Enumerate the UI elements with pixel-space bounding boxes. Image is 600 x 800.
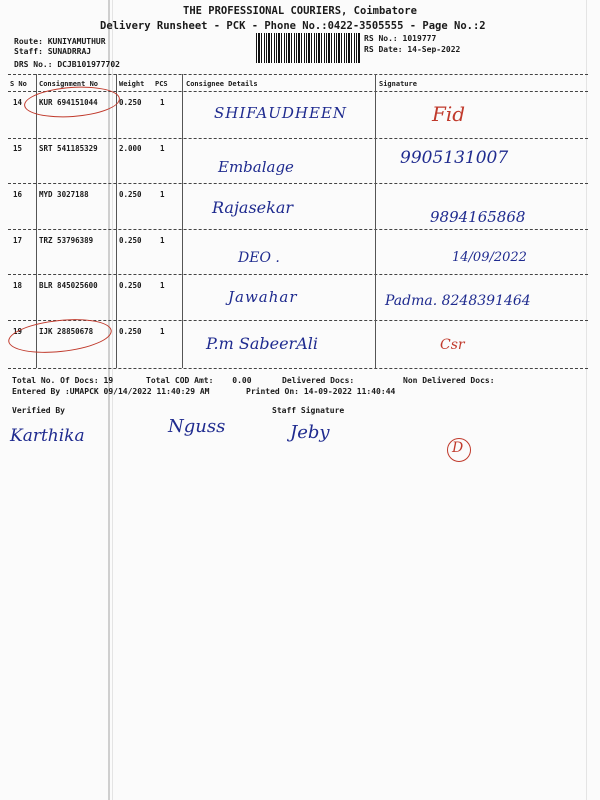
barcode-image — [256, 33, 360, 63]
staff-label: Staff: — [14, 47, 43, 56]
col-header-consignment: Consignment No — [39, 80, 99, 88]
rs-date-value: 14-Sep-2022 — [407, 45, 461, 54]
col-header-pcs: PCS — [155, 80, 168, 88]
table-row-consignment: MYD 3027188 — [39, 190, 89, 199]
consignee-handwriting: P.m SabeerAli — [206, 334, 318, 353]
table-bottom-rule — [8, 368, 588, 369]
signature-handwriting: Padma. 8248391464 — [385, 293, 531, 309]
table-row-consignment: TRZ 53796389 — [39, 236, 94, 245]
column-separator — [375, 74, 376, 368]
staff-line — [14, 47, 91, 56]
route-value: KUNIYAMUTHUR — [47, 37, 106, 46]
table-row-sno: 16 — [13, 190, 23, 199]
cod-label: Total COD Amt: — [146, 376, 214, 385]
table-row-sno: 15 — [13, 144, 23, 153]
table-row-pcs: 1 — [160, 190, 165, 199]
cod-line — [146, 376, 252, 385]
printed-on-label: Printed On: — [246, 387, 299, 396]
printed-on-value: 14-09-2022 11:40:44 — [303, 387, 396, 396]
rs-no-value: 1019777 — [402, 34, 437, 43]
total-docs-value: 19 — [103, 376, 114, 385]
consignee-handwriting: Rajasekar — [212, 198, 294, 217]
entered-by-value: UMAPCK 09/14/2022 11:40:29 AM — [69, 387, 210, 396]
rs-date-line — [364, 45, 460, 54]
middle-signature: Nguss — [168, 416, 226, 437]
row-rule — [8, 183, 588, 184]
drs-value: DCJB101977702 — [57, 60, 120, 69]
entered-by-label: Entered By : — [12, 387, 70, 396]
staff-signature-label: Staff Signature — [272, 406, 345, 415]
staff-value: SUNADRRAJ — [47, 47, 92, 56]
table-row-pcs: 1 — [160, 144, 165, 153]
circled-mark-letter: D — [452, 440, 464, 456]
column-separator — [116, 74, 117, 368]
table-row-sno: 18 — [13, 281, 23, 290]
table-row-sno: 14 — [13, 98, 23, 107]
verified-by-label: Verified By — [12, 406, 65, 415]
page-fold-line-light — [112, 0, 113, 800]
column-separator — [182, 74, 183, 368]
col-header-signature: Signature — [379, 80, 417, 88]
red-circle-annotation — [7, 315, 114, 358]
table-row-sno: 19 — [13, 327, 23, 336]
rs-no-line — [364, 34, 436, 43]
route-line — [14, 37, 106, 46]
table-row-consignment: KUR 694151044 — [39, 98, 98, 107]
table-row-weight: 0.250 — [119, 327, 142, 336]
signature-handwriting: 9894165868 — [430, 208, 526, 226]
total-docs-label: Total No. Of Docs: — [12, 376, 99, 385]
route-label: Route: — [14, 37, 43, 46]
signature-handwriting: Fid — [432, 102, 466, 126]
row-rule — [8, 229, 588, 230]
company-title: THE PROFESSIONAL COURIERS, Coimbatore — [183, 5, 417, 17]
table-row-pcs: 1 — [160, 236, 165, 245]
signature-handwriting: 9905131007 — [400, 148, 509, 168]
consignee-handwriting: Jawahar — [228, 288, 298, 306]
staff-signature: Jeby — [290, 422, 330, 443]
rs-no-label: RS No.: — [364, 34, 398, 43]
table-row-pcs: 1 — [160, 98, 165, 107]
drs-line — [14, 60, 120, 69]
table-top-rule — [8, 74, 588, 75]
page-fold-line — [108, 0, 110, 800]
table-row-weight: 0.250 — [119, 190, 142, 199]
col-header-weight: Weight — [119, 80, 145, 88]
totals-line — [12, 376, 113, 385]
table-row-pcs: 1 — [160, 327, 165, 336]
runsheet-title: Delivery Runsheet - PCK - Phone No.:0422-3505555 - Page No.:2 — [100, 20, 486, 32]
cod-value: 0.00 — [232, 376, 252, 385]
consignee-handwriting: SHIFAUDHEEN — [214, 104, 347, 122]
table-row-consignment: IJK 28850678 — [39, 327, 94, 336]
drs-label: DRS No.: — [14, 60, 53, 69]
delivered-docs-label: Delivered Docs: — [282, 376, 355, 385]
row-rule — [8, 274, 588, 275]
table-row-sno: 17 — [13, 236, 23, 245]
col-header-sno: S No — [10, 80, 27, 88]
row-rule — [8, 138, 588, 139]
table-row-consignment: BLR 845025600 — [39, 281, 98, 290]
table-row-weight: 0.250 — [119, 236, 142, 245]
signature-handwriting: Csr — [440, 337, 465, 353]
rs-date-label: RS Date: — [364, 45, 403, 54]
table-row-weight: 0.250 — [119, 281, 142, 290]
verified-by-signature: Karthika — [10, 426, 85, 446]
entered-by-line — [12, 387, 209, 396]
signature-handwriting: 14/09/2022 — [452, 250, 527, 265]
consignee-handwriting: DEO . — [238, 250, 280, 266]
red-circle-annotation — [23, 84, 121, 121]
non-delivered-docs-label: Non Delivered Docs: — [403, 376, 495, 385]
table-row-weight: 0.250 — [119, 98, 142, 107]
table-row-weight: 2.000 — [119, 144, 142, 153]
table-row-consignment: SRT 541185329 — [39, 144, 98, 153]
col-header-consignee: Consignee Details — [186, 80, 258, 88]
page-fold-line-right — [586, 0, 587, 800]
consignee-handwriting: Embalage — [218, 158, 294, 176]
table-row-pcs: 1 — [160, 281, 165, 290]
printed-on-line — [246, 387, 395, 396]
